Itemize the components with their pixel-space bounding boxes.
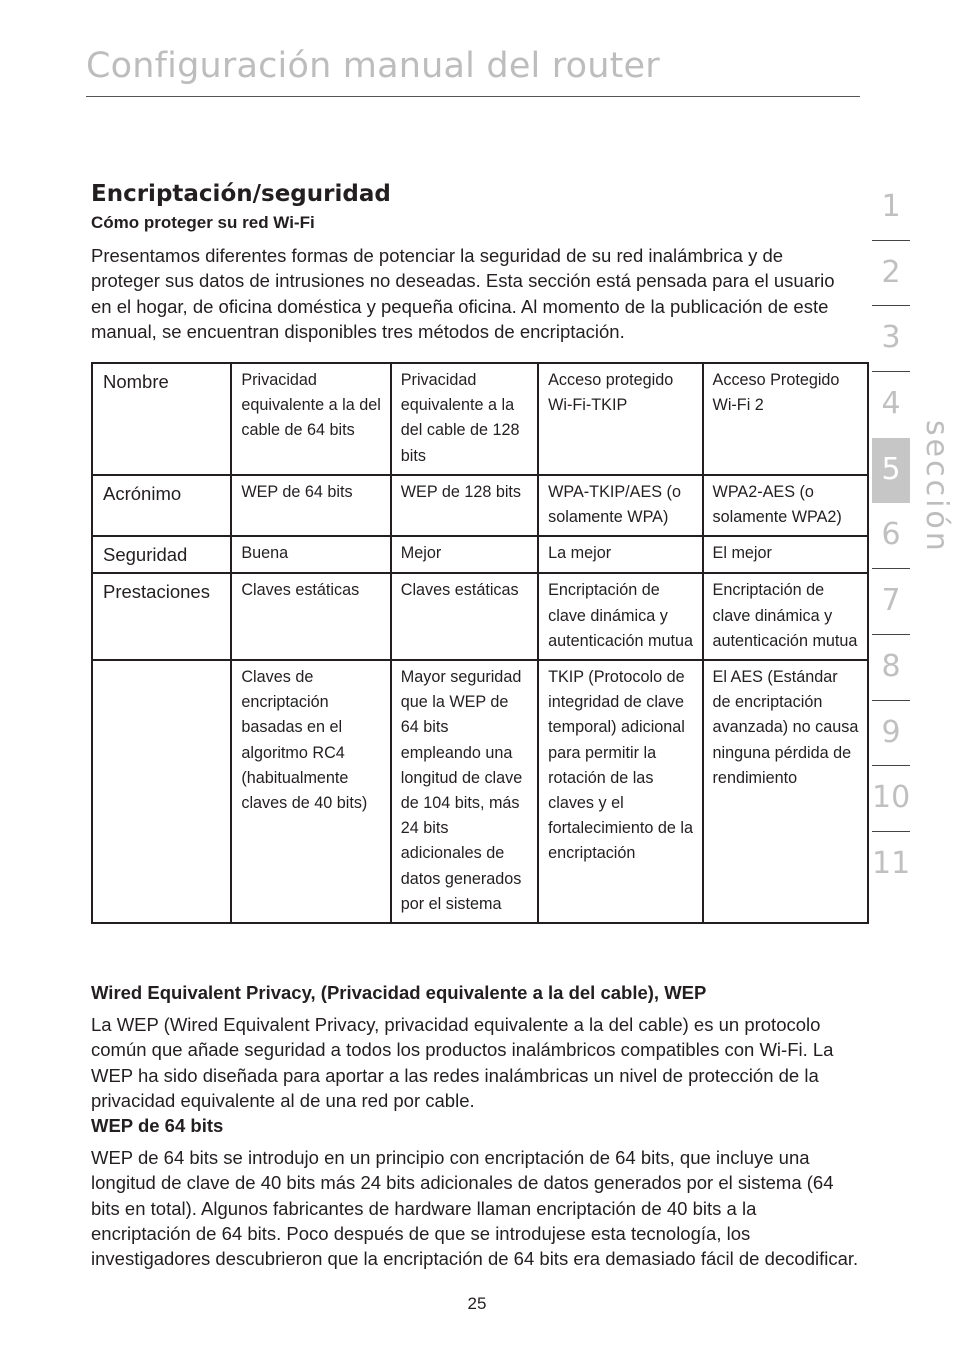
table-cell: TKIP (Protocolo de integridad de clave temporal) adicional para permitir la rotación de las claves y el fortalecimiento de la encriptación	[538, 660, 702, 923]
title-divider	[86, 96, 860, 97]
table-cell: Encriptación de clave dinámica y autenticación mutua	[538, 573, 702, 660]
wep-heading: Wired Equivalent Privacy, (Privacidad equivalente a la del cable), WEP	[91, 982, 707, 1003]
table-cell: La mejor	[538, 536, 702, 573]
section-tab-2[interactable]: 2	[872, 241, 910, 307]
table-cell: WPA2-AES (o solamente WPA2)	[703, 475, 868, 536]
table-cell: Privacidad equivalente a la del cable de 64 bits	[231, 363, 390, 475]
section-tab-8[interactable]: 8	[872, 635, 910, 701]
page-number: 25	[467, 1294, 487, 1313]
table-cell: Buena	[231, 536, 390, 573]
wep64-subheading: WEP de 64 bits	[91, 1115, 224, 1137]
section-tab-9[interactable]: 9	[872, 701, 910, 767]
table-cell: Acceso Protegido Wi-Fi 2	[703, 363, 868, 475]
table-cell: Mejor	[391, 536, 538, 573]
wep64-paragraph: WEP de 64 bits se introdujo en un principio con encriptación de 64 bits, que incluye una longitud de clave de 40 bits más 24 bits adicionales de datos generados por el sistema (64 bits en total). Algunos fabricantes de hardware llaman encriptación de 40 bits a la encriptación de 64 bits. Poco después de que se introdujese esta tecnología, los investigadores descubrieron que la encriptación de 64 bits era demasiado fácil de decodificar.	[91, 1147, 859, 1270]
row-label: Acrónimo	[92, 475, 231, 536]
intro-section	[91, 176, 871, 344]
section-tab-3[interactable]: 3	[872, 306, 910, 372]
section-tab-4[interactable]: 4	[881, 386, 901, 422]
table-row-nombre	[92, 363, 868, 475]
table-cell: Mayor seguridad que la WEP de 64 bits empleando una longitud de clave de 104 bits, más 24 bits adicionales de datos generados por el sistema	[391, 660, 538, 923]
wep-paragraph: La WEP (Wired Equivalent Privacy, privacidad equivalente a la del cable) es un protocolo común que añade seguridad a todos los productos inalámbricos compatibles con Wi-Fi. La WEP ha sido diseñada para aportar a las redes inalámbricas un nivel de protección de la privacidad equivalente al de una red por cable.	[91, 1014, 834, 1111]
section-tab-7[interactable]: 7	[872, 569, 910, 635]
intro-subheading: Cómo proteger su red Wi-Fi	[91, 213, 315, 232]
row-label: Seguridad	[92, 536, 231, 573]
table-cell: Claves estáticas	[231, 573, 390, 660]
section-tab-5[interactable]: 5	[872, 438, 910, 504]
table-cell: WEP de 64 bits	[231, 475, 390, 536]
table-cell: Privacidad equivalente a la del cable de 128 bits	[391, 363, 538, 475]
table-cell: Claves de encriptación basadas en el algoritmo RC4 (habitualmente claves de 40 bits)	[231, 660, 390, 923]
wep-section	[91, 980, 871, 1272]
table-cell: WPA-TKIP/AES (o solamente WPA)	[538, 475, 702, 536]
section-tab-10[interactable]: 10	[872, 766, 910, 832]
row-label: Prestaciones	[92, 573, 231, 660]
section-nav	[872, 175, 910, 898]
page-title: Configuración manual del router	[86, 46, 660, 86]
table-cell: WEP de 128 bits	[391, 475, 538, 536]
table-cell: Encriptación de clave dinámica y autenticación mutua	[703, 573, 868, 660]
encryption-comparison-table	[91, 362, 869, 924]
table-cell: Acceso protegido Wi-Fi-TKIP	[538, 363, 702, 475]
table-row-acronimo	[92, 475, 868, 536]
table-cell: El mejor	[703, 536, 868, 573]
row-label	[92, 660, 231, 923]
section-label: sección	[919, 420, 954, 554]
table-row-seguridad	[92, 536, 868, 573]
section-tab-1[interactable]: 1	[872, 175, 910, 241]
row-label: Nombre	[92, 363, 231, 475]
section-tab-11[interactable]: 11	[872, 845, 911, 881]
section-tab-6[interactable]: 6	[872, 503, 910, 569]
table-cell: Claves estáticas	[391, 573, 538, 660]
intro-paragraph: Presentamos diferentes formas de potenciar la seguridad de su red inalámbrica y de proteger sus datos de intrusiones no deseadas. Esta sección está pensada para el usuario en el hogar, de oficina doméstica y pequeña oficina. Al momento de la publicación de este manual, se encuentran disponibles tres métodos de encriptación.	[91, 245, 835, 342]
table-cell: El AES (Estándar de encriptación avanzada) no causa ninguna pérdida de rendimiento	[703, 660, 868, 923]
table-row-prestaciones	[92, 573, 868, 660]
section-heading: Encriptación/seguridad	[91, 181, 391, 207]
table-row-detalles	[92, 660, 868, 923]
